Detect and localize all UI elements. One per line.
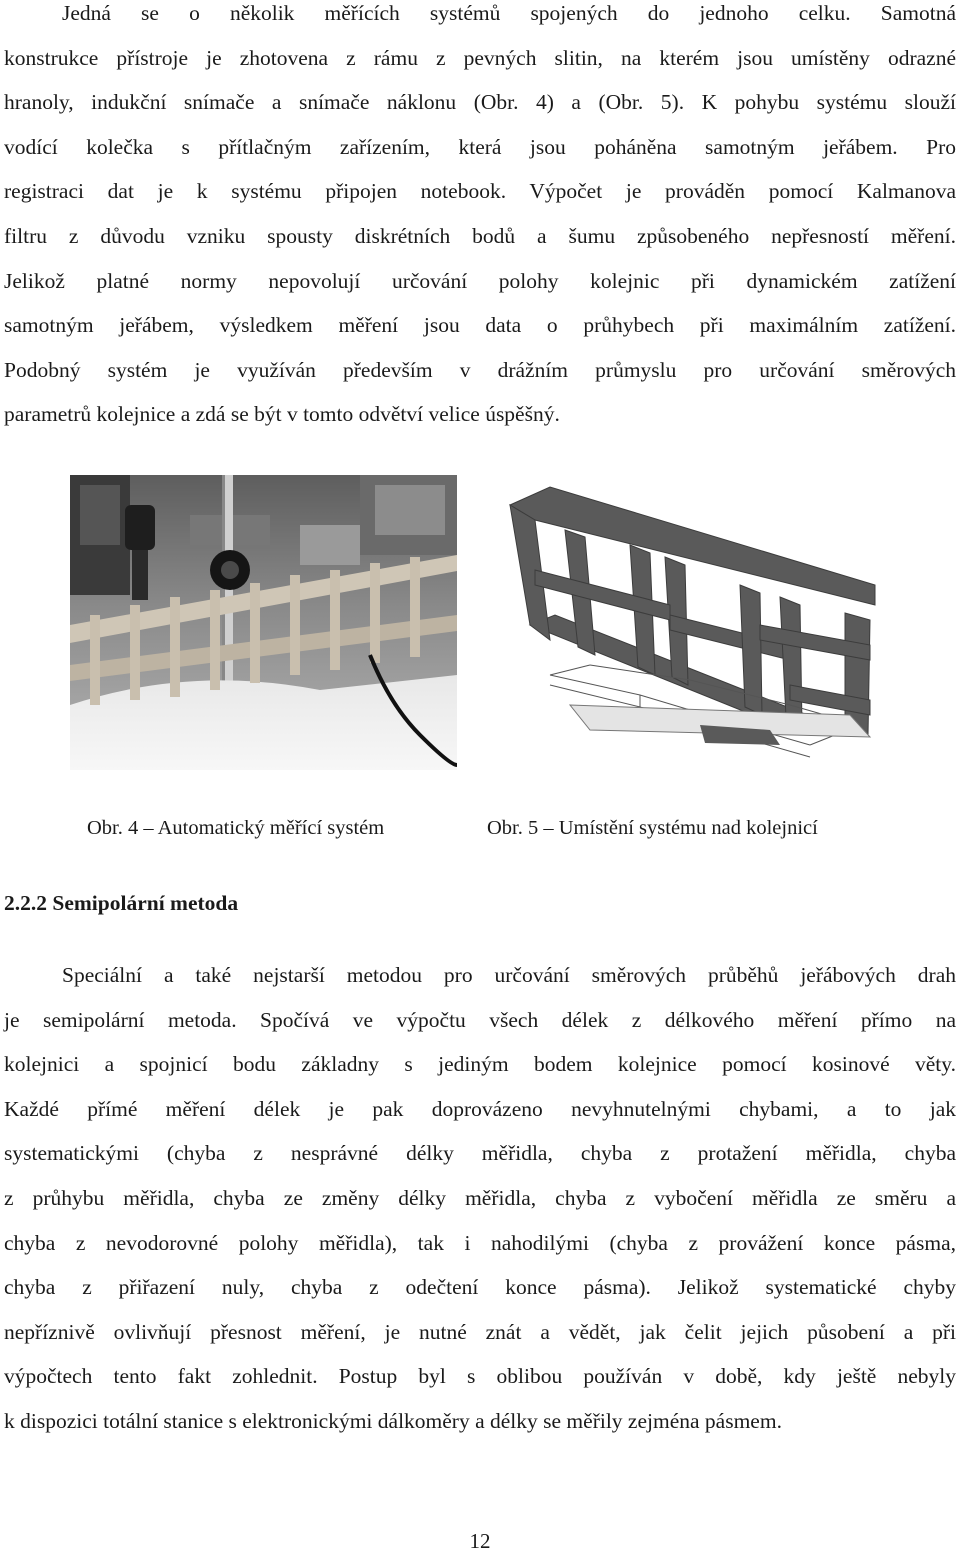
text-line: nepříznivě ovlivňují přesnost měření, je nutné znát a vědět, jak čelit jejich působení a při bbox=[4, 1319, 956, 1344]
page-number: 12 bbox=[469, 1529, 491, 1553]
text-line: systematickými (chyba z nesprávné délky měřidla, chyba z protažení měřidla, chyba bbox=[4, 1141, 956, 1166]
figure-4-caption: Obr. 4 – Automatický měřící systém bbox=[87, 817, 385, 839]
text-line: hranoly, indukční snímače a snímače náklonu (Obr. 4) a (Obr. 5). K pohybu systému slouží bbox=[4, 90, 956, 115]
text-line: Speciální a také nejstarší metodou pro určování směrových průběhů jeřábových drah bbox=[62, 963, 956, 987]
text-line: z průhybu měřidla, chyba ze změny délky měřidla, chyba z vybočení měřidla ze směru a bbox=[4, 1185, 956, 1210]
text-line: chyba z přiřazení nuly, chyba z odečtení konce pásma). Jelikož systematické chyby bbox=[4, 1275, 956, 1300]
frame-model-illustration bbox=[490, 475, 880, 775]
text-line: konstrukce přístroje je zhotovena z rámu z pevných slitin, na kterém jsou umístěny odrazné bbox=[4, 45, 956, 70]
section-heading: 2.2.2 Semipolární metoda bbox=[4, 891, 239, 915]
text-line: samotným jeřábem, výsledkem měření jsou data o průhybech při maximálním zatížení. bbox=[4, 313, 956, 338]
text-line: je semipolární metoda. Spočívá ve výpočtu všech délek z délkového měření přímo na bbox=[4, 1007, 956, 1032]
text-line: Jelikož platné normy nepovolují určování polohy kolejnic při dynamickém zatížení bbox=[4, 268, 956, 293]
figure-automatic-measuring-system-photo bbox=[70, 475, 457, 770]
text-line: registraci dat je k systému připojen notebook. Výpočet je prováděn pomocí Kalmanova bbox=[4, 179, 956, 204]
text-line: Každé přímé měření délek je pak doprovázeno nevyhnutelnými chybami, a to jak bbox=[4, 1096, 956, 1121]
text-line: filtru z důvodu vzniku spousty diskrétních bodů a šumu způsobeného nepřesností měření. bbox=[4, 223, 956, 248]
photo-illustration bbox=[70, 475, 457, 770]
text-line: Podobný systém je využíván především v drážním průmyslu pro určování směrových bbox=[4, 357, 956, 382]
text-line: k dispozici totální stanice s elektronickými dálkoměry a délky se měřily zejména pásmem. bbox=[4, 1408, 782, 1433]
text-line: Jedná se o několik měřících systémů spojených do jednoho celku. Samotná bbox=[62, 1, 956, 25]
text-line: výpočtech tento fakt zohlednit. Postup byl s oblibou používán v době, kdy ještě nebyly bbox=[4, 1364, 956, 1389]
paragraph-semipolar-method bbox=[4, 953, 956, 1444]
figure-5-caption: Obr. 5 – Umístění systému nad kolejnicí bbox=[487, 817, 818, 839]
text-line: kolejnici a spojnicí bodu základny s jediným bodem kolejnice pomocí kosinové věty. bbox=[4, 1052, 956, 1077]
text-line: vodící kolečka s přítlačným zařízením, která jsou poháněna samotným jeřábem. Pro bbox=[4, 134, 956, 159]
text-line: chyba z nevodorovné polohy měřidla), tak i nahodilými (chyba z provážení konce pásma, bbox=[4, 1230, 956, 1255]
paragraph-measuring-system bbox=[4, 0, 956, 437]
figure-system-above-rail-model bbox=[490, 475, 880, 775]
text-line: parametrů kolejnice a zdá se být v tomto odvětví velice úspěšný. bbox=[4, 402, 560, 427]
